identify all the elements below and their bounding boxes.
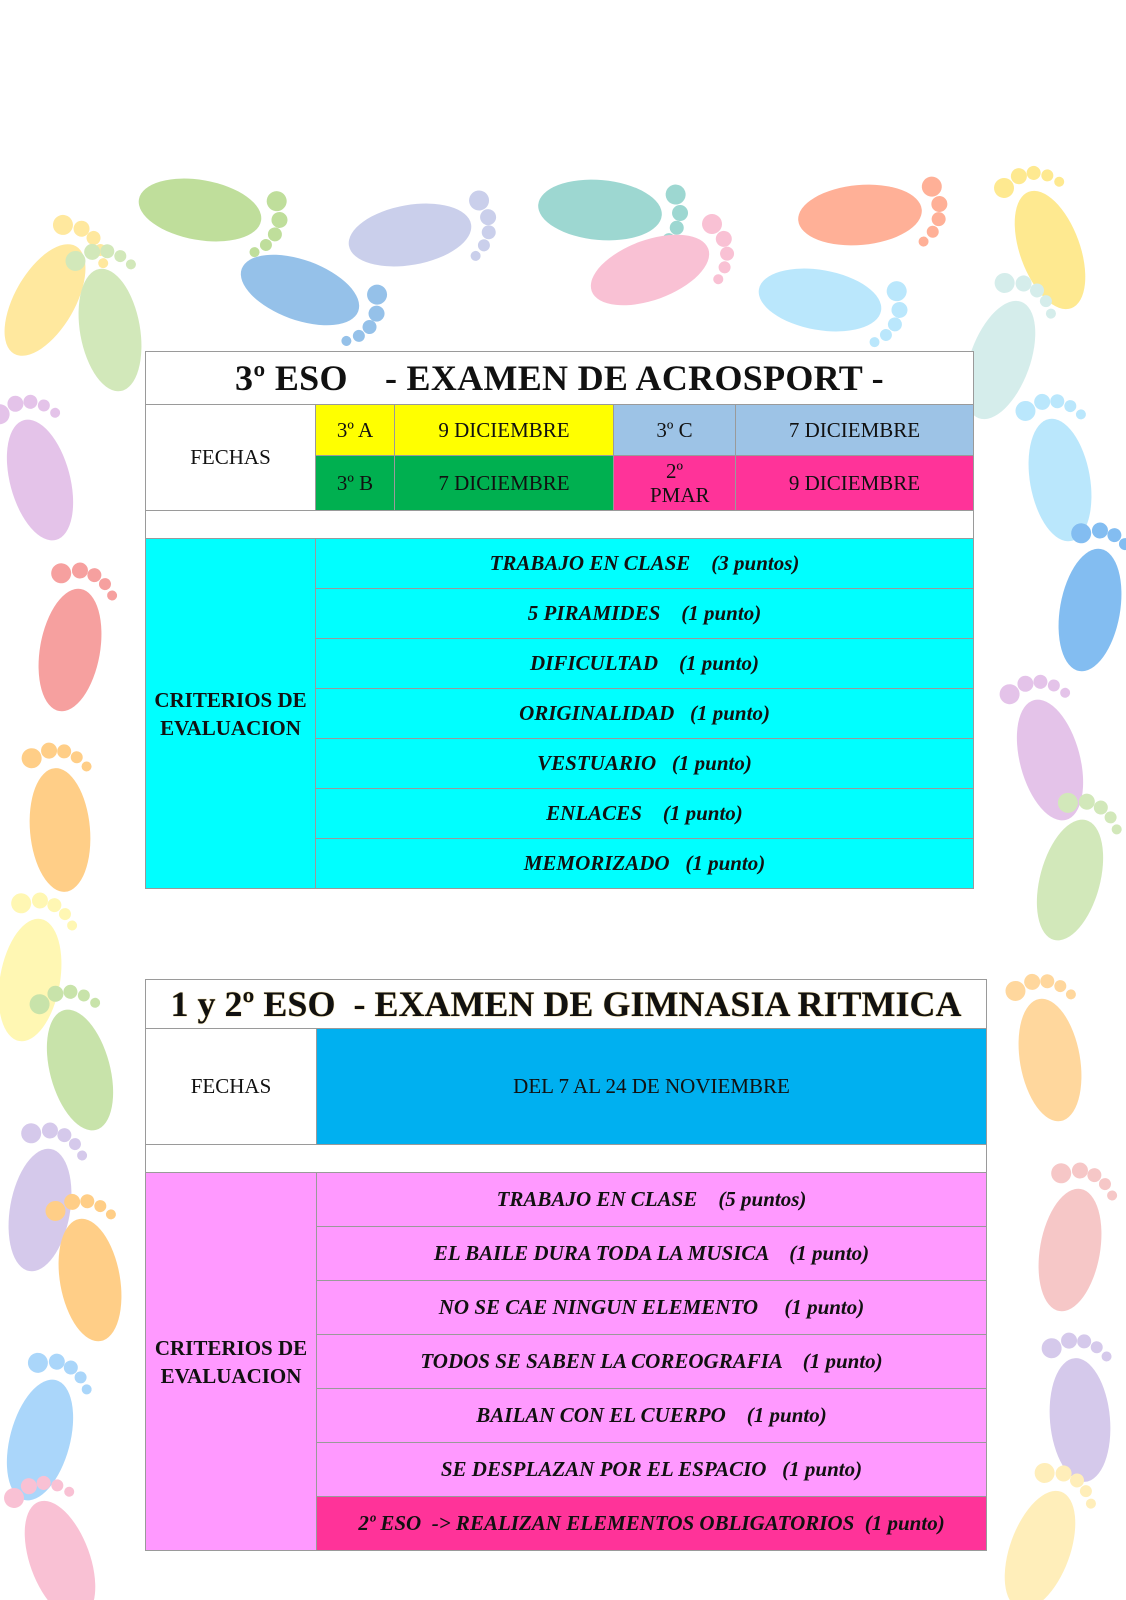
criteria-item-highlight: 2º ESO -> REALIZAN ELEMENTOS OBLIGATORIOS (1 punto) [317,1497,987,1551]
date-cell: 7 DICIEMBRE [736,405,974,456]
gimnasia-table [145,979,987,1551]
criteria-item: ORIGINALIDAD (1 punto) [316,689,974,739]
spacer-row [146,1145,987,1173]
criteria-item: VESTUARIO (1 punto) [316,739,974,789]
criterios-label-text: CRITERIOS DE EVALUACION [154,687,307,740]
criteria-item: TRABAJO EN CLASE (5 puntos) [317,1173,987,1227]
acrosport-fechas-label: FECHAS [146,405,316,511]
criteria-item: 5 PIRAMIDES (1 punto) [316,589,974,639]
criteria-item: DIFICULTAD (1 punto) [316,639,974,689]
gimnasia-criterios-label [146,1173,317,1551]
date-cell: 9 DICIEMBRE [395,405,614,456]
criteria-item: TODOS SE SABEN LA COREOGRAFIA (1 punto) [317,1335,987,1389]
spacer-row [146,511,974,539]
acrosport-table [145,351,974,889]
date-cell: 9 DICIEMBRE [736,456,974,511]
gimnasia-fechas-value: DEL 7 AL 24 DE NOVIEMBRE [317,1029,987,1145]
gimnasia-title: 1 y 2º ESO - EXAMEN DE GIMNASIA RITMICA [146,980,987,1029]
criteria-item: EL BAILE DURA TODA LA MUSICA (1 punto) [317,1227,987,1281]
gimnasia-fechas-label: FECHAS [146,1029,317,1145]
criteria-item: NO SE CAE NINGUN ELEMENTO (1 punto) [317,1281,987,1335]
group-cell: 3º B [316,456,395,511]
acrosport-title: 3º ESO - EXAMEN DE ACROSPORT - [146,352,974,405]
criteria-item: SE DESPLAZAN POR EL ESPACIO (1 punto) [317,1443,987,1497]
criterios-label-text: CRITERIOS DE EVALUACION [154,1335,308,1388]
date-cell: 7 DICIEMBRE [395,456,614,511]
group-cell: 3º C [614,405,736,456]
criteria-item: ENLACES (1 punto) [316,789,974,839]
criteria-item: MEMORIZADO (1 punto) [316,839,974,889]
criteria-item: BAILAN CON EL CUERPO (1 punto) [317,1389,987,1443]
group-cell: 2º PMAR [614,456,736,511]
criteria-item: TRABAJO EN CLASE (3 puntos) [316,539,974,589]
acrosport-criterios-label [146,539,316,889]
group-cell: 3º A [316,405,395,456]
